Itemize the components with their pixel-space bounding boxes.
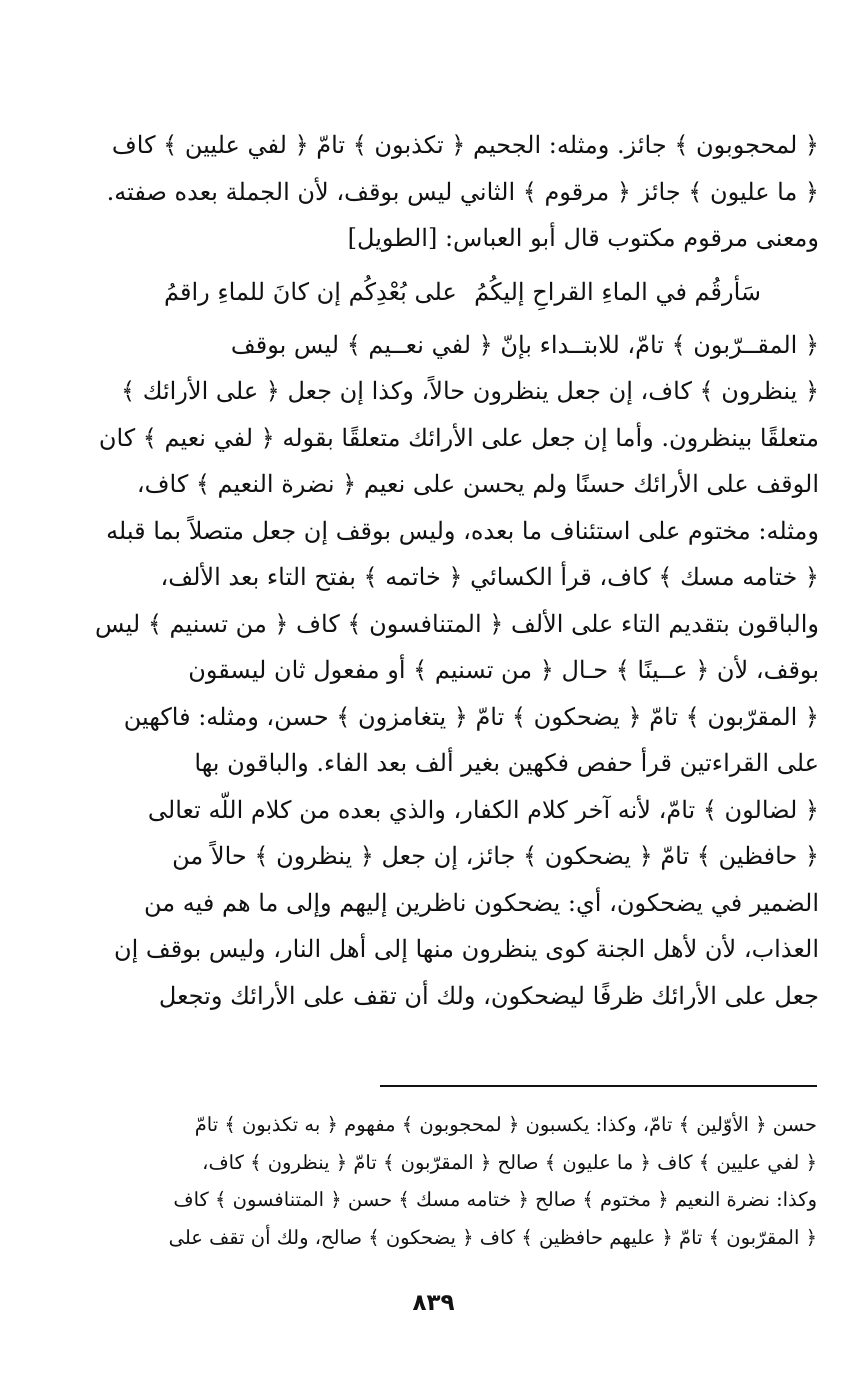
page-number: ٨٣٩ [412,1290,455,1316]
text-line: الضمير في يضحكون، أي: يضحكون ناظرين إليهم وإلى ما هم فيه من [144,888,819,917]
text-line: ﴿ ختامه مسك ﴾ كاف، قرأ الكسائي ﴿ خاتمه ﴾ بفتح التاء بعد الألف، [160,563,819,591]
footnote-text [60,1106,817,1256]
text-line: ﴿ ينظرون ﴾ كاف، إن جعل ينظرون حالاً، وكذا إن جعل ﴿ على الأرائك ﴾ [121,377,819,405]
text-line: ومعنى مرقوم مكتوب قال أبو العباس: [الطويل] [347,224,819,252]
text-line: ﴿ لضالون ﴾ تامّ، لأنه آخر كلام الكفار، والذي بعده من كلام اللّه تعالى [147,795,819,824]
text-line: ﴿ المقــرّبون ﴾ تامّ، للابتــداء بإنّ ﴿ لفي نعــيم ﴾ ليس بوقف [230,330,819,359]
text-line: على القراءتين قرأ حفص فكهين بغير ألف بعد الفاء. والباقون بها [194,749,819,777]
footnote-line: ﴿ لفي عليين ﴾ كاف ﴿ ما عليون ﴾ صالح ﴿ المقرّبون ﴾ تامّ ﴿ ينظرون ﴾ كاف، [202,1150,817,1174]
verse-hemistich-second: على بُعْدِكُم إن كانَ للماءِ راقمُ [164,277,457,306]
poetry-verse [72,262,819,322]
footnote-line: وكذا: نضرة النعيم ﴿ مختوم ﴾ صالح ﴿ ختامه مسك ﴾ حسن ﴿ المتنافسون ﴾ كاف [173,1188,817,1212]
text-line: بوقف، لأن ﴿ عــينًا ﴾ حـال ﴿ من تسنيم ﴾ أو مفعول ثان ليسقون [188,656,819,684]
text-line: ومثله: مختوم على استئناف ما بعده، وليس بوقف إن جعل متصلاً بما قبله [106,516,819,545]
footnote-line: ﴿ المقرّبون ﴾ تامّ ﴿ عليهم حافظين ﴾ كاف ﴿ يضحكون ﴾ صالح، ولك أن تقف على [168,1225,817,1249]
text-line: جعل على الأرائك ظرفًا ليضحكون، ولك أن تقف على الأرائك وتجعل [158,981,819,1010]
footnote-separator [380,1085,817,1087]
verse-hemistich-first: سَأرقُم في الماءِ القراحِ إليكُمُ [474,277,761,306]
text-line: العذاب، لأن لأهل الجنة كوى ينظرون منها إلى أهل النار، وليس بوقف إن [113,935,819,963]
text-line: ﴿ ما عليون ﴾ جائز ﴿ مرقوم ﴾ الثاني ليس بوقف، لأن الجملة بعده صفته. [106,177,819,206]
text-line: ﴿ لمحجوبون ﴾ جائز. ومثله: الجحيم ﴿ تكذبون ﴾ تامّ ﴿ لفي عليين ﴾ كاف [111,131,819,159]
text-line: ﴿ حافظين ﴾ تامّ ﴿ يضحكون ﴾ جائز، إن جعل ﴿ ينظرون ﴾ حالاً من [172,842,819,870]
text-line: الوقف على الأرائك حسنًا ولم يحسن على نعيم ﴿ نضرة النعيم ﴾ كاف، [136,470,819,498]
text-line: والباقون بتقديم التاء على الألف ﴿ المتنافسون ﴾ كاف ﴿ من تسنيم ﴾ ليس [95,609,819,638]
text-line: متعلقًا بينظرون. وأما إن جعل على الأرائك متعلقًا بقوله ﴿ لفي نعيم ﴾ كان [98,423,819,452]
footnote-line: حسن ﴿ الأوّلين ﴾ تامّ، وكذا: يكسبون ﴿ لمحجوبون ﴾ مفهوم ﴿ به تكذبون ﴾ تامّ [194,1113,817,1136]
main-text [72,122,819,1019]
text-line: ﴿ المقرّبون ﴾ تامّ ﴿ يضحكون ﴾ تامّ ﴿ يتغامزون ﴾ حسن، ومثله: فاكهين [123,702,819,731]
